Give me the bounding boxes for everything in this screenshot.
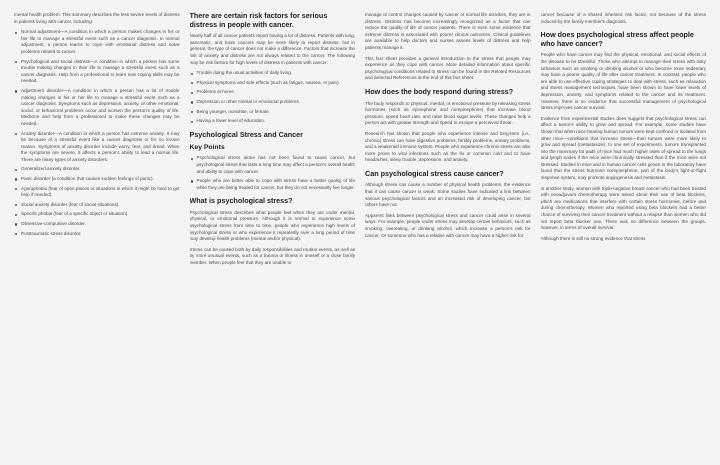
list-item: Anxiety disorder—A condition in which a person has extreme anxiety. It may be because of a stressful event like a cancer diagnosis or for no known reason. Symptoms of anxiety disorder include worry, fear, and dread. When the symptoms are severe, it affects a person's ability to lead a normal life. There are many types of anxiety disorders:	[21, 130, 180, 162]
paragraph: Although stress can cause a number of physical health problems, the evidence that it can cause cancer is weak. Some studies have indicated a link between various psychological factors and an increased risk of developing cancer, but others have not.	[365, 182, 531, 208]
paragraph: The body responds to physical, mental, or emotional pressure by releasing stress hormones (such as epinephrine and norepinephrine) that increase blood pressure, speed heart rate, and raise blood sugar levels. These changes help a person act with greater strength and speed to escape a perceived threat.	[365, 100, 531, 126]
list-item: Panic disorder (a condition that causes sudden feelings of panic).	[21, 176, 180, 183]
column-1	[14, 12, 180, 457]
paragraph: manage or control changes caused by cancer or normal life activities, they are in distress. Distress has become increasingly recognized as a factor that can reduce the quality of life of cancer patients. There is even some evidence that extreme distress is associated with poorer clinical outcomes. Clinical guidelines are available to help doctors and nurses assess levels of distress and help patients manage it.	[365, 12, 531, 50]
list-item: Psychological and social distress—A condition in which a person has some trouble making changes in their life to manage a stressful event such as a cancer diagnosis. Help from a professional to learn new coping skills may be needed.	[21, 58, 180, 84]
list-item: Normal adjustment—A condition in which a person makes changes in his or her life to manage a stressful event such as a cancer diagnosis. In normal adjustment, a person learns to cope with emotional distress and solve problems related to cancer.	[21, 29, 180, 54]
section-heading: There are certain risk factors for serious distress in people with cancer.	[189, 12, 328, 29]
paragraph: Stress can be caused both by daily responsibilities and routine events, as well as by more unusual events, such as a trauma or illness in oneself or a close family member. When people feel that they are unable to	[189, 246, 355, 266]
list-item: Generalized anxiety disorder.	[21, 166, 180, 173]
section-heading: What is psychological stress?	[189, 196, 293, 206]
paragraph: This fact sheet provides a general introduction to the stress that people may experience as they cope with cancer. More detailed information about specific psychological conditions related to stress can be found in the Related Resources and Selected References at the end of this fact sheet.	[365, 55, 531, 81]
paragraph: Research has shown that people who experience intense and long-term (i.e., chronic) stress can have digestive problems, fertility problems, urinary problems, and a weakened immune system. People who experience chronic stress are also more prone to viral infections such as the flu or common cold and to have headaches, sleep trouble, depression, and anxiety.	[365, 130, 531, 163]
list-item: Obsessive-compulsive disorder.	[21, 221, 180, 228]
paragraph: Psychological stress describes what people feel when they are under mental, physical, or emotional pressure. Although it is normal to experience some psychological stress from time to time, people who experience high levels of psychological stress or who experience it repeatedly over a long period of time may develop health problems (mental and/or physical).	[189, 209, 355, 242]
subsection-heading: Key Points	[189, 144, 225, 152]
list-item: Adjustment disorder—A condition in which a person has a lot of trouble making changes in his or her life to manage a stressful event such as a cancer diagnosis. Symptoms such as depression, anxiety, or other emotional, social, or behavioral problems occur and worsen the person's quality of life. Medicine and help from a professional to make these changes may be needed.	[21, 87, 180, 126]
list-item: Physical symptoms and side effects (such as fatigue, nausea, or pain).	[197, 80, 356, 87]
paragraph: Although there is still no strong evidence that stress	[540, 235, 646, 241]
section-heading: How does psychological stress affect people who have cancer?	[540, 30, 694, 48]
list-item: Depression or other mental or emotional problems.	[197, 99, 356, 106]
list-item: Trouble doing the usual activities of daily living.	[197, 70, 356, 77]
section-heading: How does the body respond during stress?	[365, 86, 514, 96]
list-item: People who are better able to cope with stress have a better quality of life while they are being treated for cancer, but they do not necessarily live longer.	[196, 178, 355, 190]
list-item: Posttraumatic stress disorder.	[21, 231, 180, 238]
list-item: Having a lower level of education.	[197, 118, 356, 125]
list-item: Psychological stress alone has not been found to cause cancer, but psychological stress that lasts a long time may affect a person's overall health and ability to cope with cancer.	[196, 155, 355, 174]
paragraph: Nearly half of all cancer patients report having a lot of distress. Patients with lung, pancreatic, and brain cancers may be more likely to report distress, but in general, the type of cancer does not make a difference. Factors that increase the risk of anxiety and distress are not always related to the cancer. The following may be risk factors for high levels of distress in patients with cancer:	[189, 33, 355, 65]
list-item: Specific phobia (fear of a specific object or situation).	[21, 211, 180, 218]
list-item: Being younger, nonwhite, or female.	[197, 109, 356, 116]
list-item: Social anxiety disorder (fear of social situations).	[21, 202, 180, 209]
paragraph: In another study, women with triple-negative breast cancer who had been treated with neoadjuvant chemotherapy were asked about their use of beta blockers, which are medications that interfere with certain stress hormones, before and during chemotherapy. Women who reported using beta blockers had a better chance of surviving their cancer treatment without a relapse than women who did not report beta blocker use. There was no difference between the groups, however, in terms of overall survival.	[540, 185, 706, 231]
distress-levels-list	[14, 29, 180, 237]
risk-factors-list	[190, 70, 356, 125]
paragraph: Apparent links between psychological stress and cancer could arise in several ways. For example, people under stress may develop certain behaviors, such as smoking, overeating, or drinking alcohol, which increase a person's risk for cancer. Or someone who has a relative with cancer may have a higher risk for	[365, 212, 531, 238]
list-item: Problems at home.	[197, 89, 356, 96]
section-heading: Psychological Stress and Cancer	[189, 129, 303, 139]
paragraph: People who have cancer may find the physical, emotional, and social effects of the disease to be stressful. Those who attempt to manage their stress with risky behaviors such as smoking or drinking alcohol or who become more sedentary may have a poorer quality of life after cancer treatment. In contrast, people who are able to use effective coping strategies to deal with stress, such as relaxation and stress management techniques, have been shown to have lower levels of depression, anxiety, and symptoms related to the cancer and its treatment. However, there is no evidence that successful management of psychological stress improves cancer survival.	[540, 52, 706, 111]
key-points-list	[190, 155, 356, 191]
col1-intro: mental health problem. This summary describes the less severe levels of distress in patients living with cancer, including:	[14, 12, 180, 24]
list-item: Agoraphobia (fear of open places or situations in which it might be hard to get help if needed).	[21, 185, 180, 198]
column-4	[541, 12, 707, 457]
column-2	[190, 12, 356, 457]
paragraph: cancer because of a shared inherited risk factor, not because of the stress induced by the family member's diagnosis.	[540, 12, 706, 24]
column-3	[365, 12, 531, 457]
section-heading: Can psychological stress cause cancer?	[365, 168, 504, 178]
paragraph: Evidence from experimental studies does suggest that psychological stress can affect a tumor's ability to grow and spread. For example, some studies have shown that when mice bearing human tumors were kept confined or isolated from other mice—conditions that increase stress—their tumors were more likely to grow and spread (metastasize). In one set of experiments, tumors transplanted into the mammary fat pads of mice had much higher rates of spread to the lungs and lymph nodes if the mice were chronically stressed than if the mice were not stressed. Studies in mice and in human cancer cells grown in the laboratory have found that the stress hormone norepinephrine, part of the body's fight-or-flight response system, may promote angiogenesis and metastasis.	[540, 115, 706, 181]
